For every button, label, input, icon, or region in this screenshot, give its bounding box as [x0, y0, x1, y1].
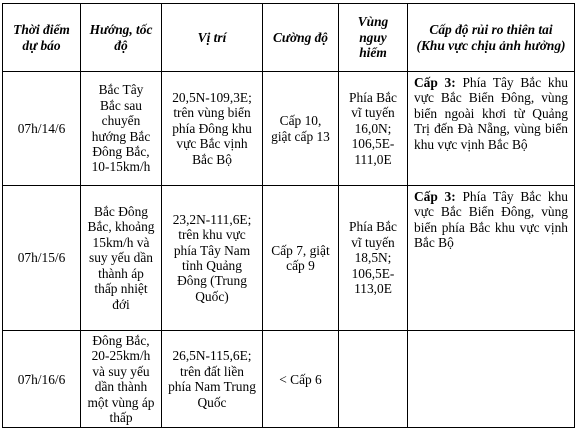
- header-row: [3, 4, 575, 72]
- risk-area-text: Phía Tây Bắc khu vực Bắc Biển Đông, vùng biển phía Bắc khu vực vịnh Bắc Bộ: [414, 189, 568, 251]
- cell-position: 23,2N-111,6E; trên khu vực phía Tây Nam tỉnh Quảng Đông (Trung Quốc): [162, 186, 263, 331]
- cell-danger-zone: Phía Bắc vĩ tuyến 18,5N; 106,5E-113,0E: [339, 186, 408, 331]
- header-position: Vị trí: [162, 4, 263, 72]
- risk-level-label: Cấp 3:: [414, 189, 456, 204]
- forecast-table-wrapper: [2, 3, 575, 428]
- cell-danger-zone: [339, 331, 408, 428]
- risk-level-label: Cấp 3:: [414, 75, 456, 90]
- cell-direction-speed: Đông Bắc, 20-25km/h và suy yếu dần thành một vùng áp thấp: [81, 331, 162, 428]
- table-row: [3, 331, 575, 428]
- cell-intensity: Cấp 7, giật cấp 9: [263, 186, 339, 331]
- table-row: [3, 72, 575, 186]
- cell-position: 26,5N-115,6E; trên đất liền phía Nam Trung Quốc: [162, 331, 263, 428]
- cell-risk-level: [408, 186, 575, 331]
- storm-forecast-table: [2, 3, 575, 428]
- cell-direction-speed: Bắc Tây Bắc sau chuyển hướng Bắc Đông Bắc, 10-15km/h: [81, 72, 162, 186]
- risk-area-text: Phía Tây Bắc khu vực Bắc Biển Đông, vùng biển ngoài khơi từ Quảng Trị đến Đà Nẵng, vùng biển khu vực vịnh Bắc Bộ: [414, 75, 568, 152]
- cell-time: 07h/15/6: [3, 186, 81, 331]
- cell-intensity: Cấp 10, giật cấp 13: [263, 72, 339, 186]
- cell-time: 07h/14/6: [3, 72, 81, 186]
- cell-risk-level: [408, 72, 575, 186]
- header-direction-speed: Hướng, tốc độ: [81, 4, 162, 72]
- header-time: Thời điểm dự báo: [3, 4, 81, 72]
- cell-intensity: < Cấp 6: [263, 331, 339, 428]
- cell-danger-zone: Phía Bắc vĩ tuyến 16,0N; 106,5E-111,0E: [339, 72, 408, 186]
- table-row: [3, 186, 575, 331]
- header-intensity: Cường độ: [263, 4, 339, 72]
- header-danger-zone: Vùng nguy hiểm: [339, 4, 408, 72]
- cell-position: 20,5N-109,3E; trên vùng biển phía Đông khu vực Bắc vịnh Bắc Bộ: [162, 72, 263, 186]
- cell-time: 07h/16/6: [3, 331, 81, 428]
- cell-direction-speed: Bắc Đông Bắc, khoảng 15km/h và suy yếu dần thành áp thấp nhiệt đới: [81, 186, 162, 331]
- cell-risk-level: [408, 331, 575, 428]
- header-risk-level: Cấp độ rủi ro thiên tai (Khu vực chịu ảnh hưởng): [408, 4, 575, 72]
